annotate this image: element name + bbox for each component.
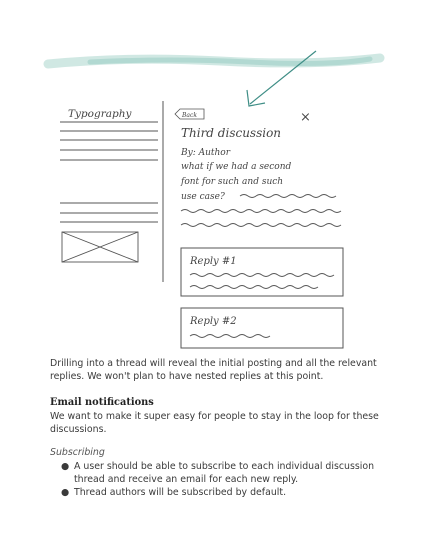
close-icon[interactable]: ×: [300, 110, 311, 125]
reply-card-2: [181, 308, 343, 348]
email-paragraph: We want to make it super easy for people to stay in the loop for these discussions.: [50, 411, 379, 435]
brush-stroke: [48, 58, 380, 64]
svg-text:Back: Back: [182, 112, 197, 119]
thread-panel: [175, 109, 343, 348]
subscribing-subheading: Subscribing: [50, 447, 105, 458]
reply-1-label: Reply #1: [190, 256, 237, 267]
list-item: [50, 486, 380, 499]
reply-card-1: [181, 248, 343, 296]
thread-title: Third discussion: [181, 126, 282, 140]
subscribing-list: [50, 460, 380, 499]
left-panel-title: Typography: [68, 108, 132, 120]
list-item-text: A user should be able to subscribe to each individual discussion thread and receive an email for each new reply.: [74, 461, 375, 485]
list-item-text: Thread authors will be subscribed by default.: [74, 487, 287, 498]
image-placeholder: [62, 232, 138, 262]
body-line-1: what if we had a second: [181, 162, 292, 172]
back-button[interactable]: [175, 109, 204, 119]
body-line-3: use case?: [181, 192, 225, 202]
intro-paragraph: Drilling into a thread will reveal the initial posting and all the relevant replies. We won't plan to have nested replies at this point.: [50, 358, 377, 382]
author-line: By: Author: [181, 148, 231, 158]
bullet-icon: ●: [61, 487, 70, 498]
left-panel: [60, 108, 158, 262]
list-item: [50, 460, 380, 486]
reply-2-label: Reply #2: [190, 316, 237, 327]
body-line-2: font for such and such: [181, 177, 284, 187]
email-notifications-heading: Email notifications: [50, 397, 154, 408]
bullet-icon: ●: [61, 461, 70, 472]
